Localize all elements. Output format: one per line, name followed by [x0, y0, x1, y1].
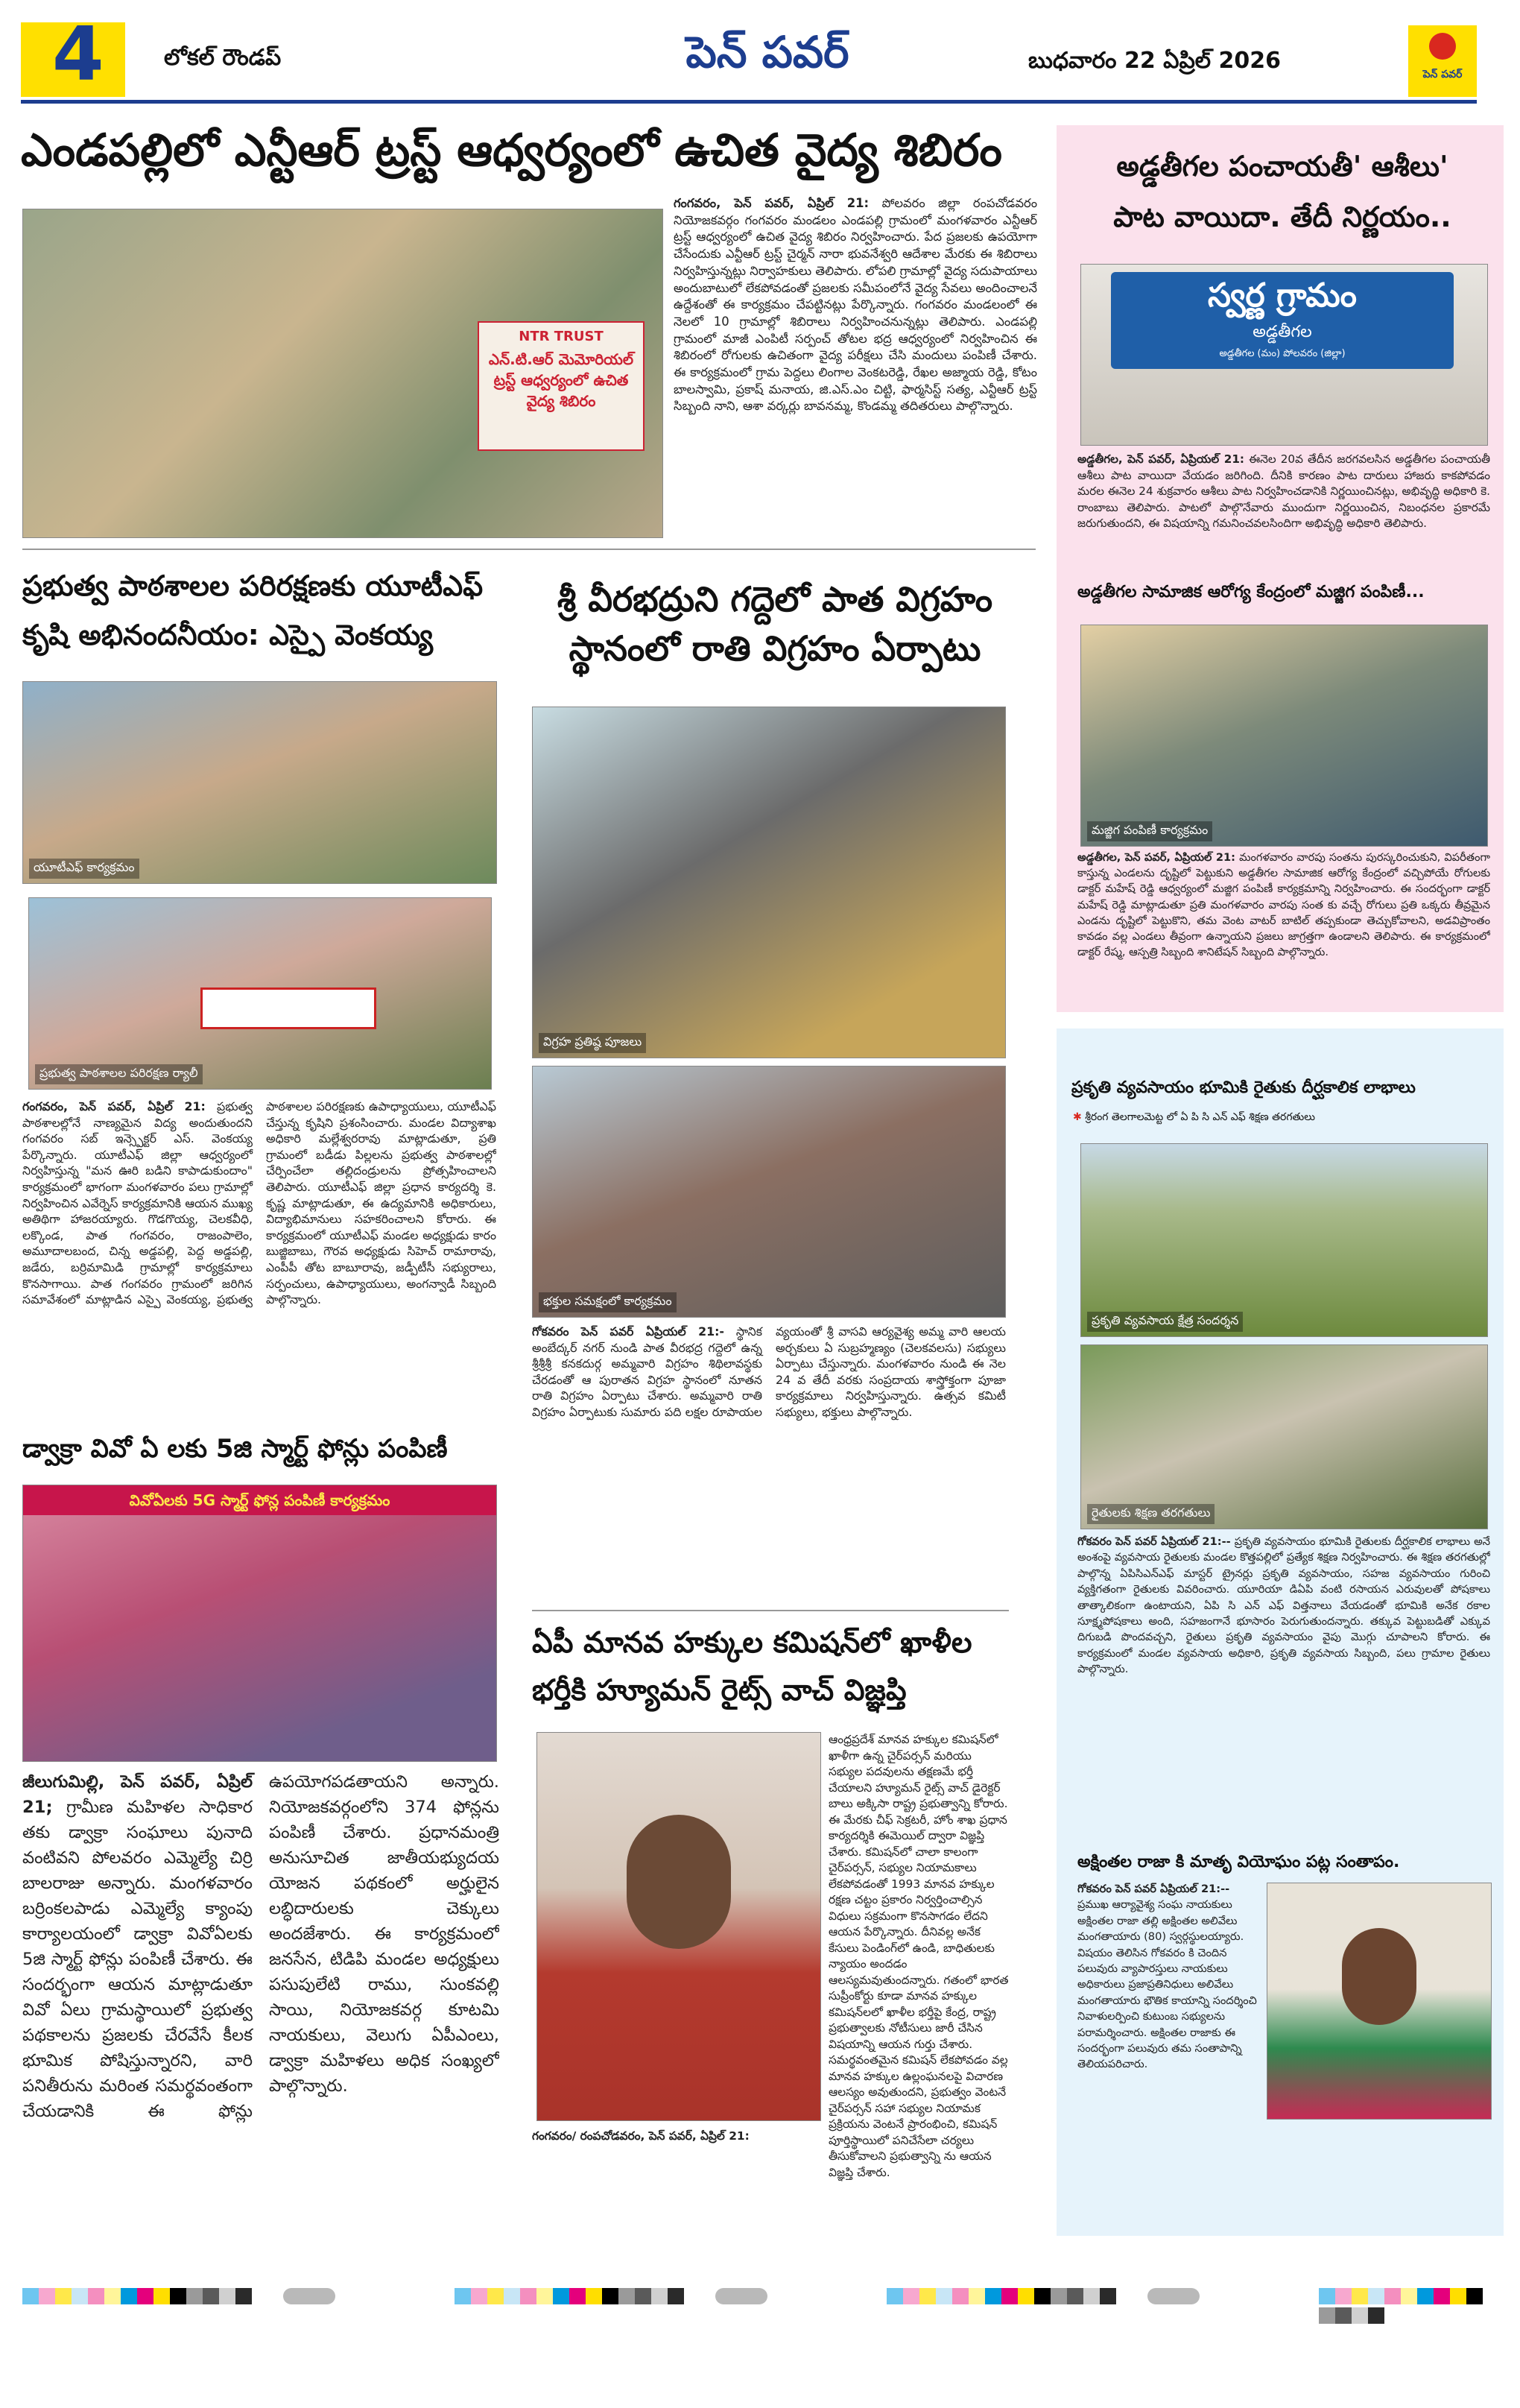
logo-emblem-icon: [1429, 33, 1456, 60]
color-swatch: [586, 2288, 602, 2304]
story4-text: గ్రామీణ మహిళల సాధికార తకు డ్వాక్రా సంఘాలు పునాది వంటివని పోలవరం ఎమ్మెల్యే చిర్రి బాలరాజు అన్నారు. మంగళవారం బర్రింకలపాడు ఎమ్మెల్యే క్యాంపు కార్యాలయంలో డ్వాక్రా వివోఏలకు 5జి స్మార్ట్ ఫోన్లు పంపిణీ చేశారు. ఈ సందర్భంగా ఆయన మాట్లాడుతూ వివో ఏలు గ్రామస్థాయిలో ప్రభుత్వ పథకాలను ప్రజలకు చేరవేసే కీలక భూమిక పోషిస్తున్నారని, వారి పనితీరును మరింత సమర్థవంతంగా చేయడానికి ఈ ఫోన్లు ఉపయోగపడతాయని అన్నారు. నియోజకవర్గంలోని 374 ఫోన్లను పంపిణీ చేశారు. ప్రధానమంత్రి అనుసూచిత జాతీయభ్యుదయ యోజన పథకంలో అర్హులైన లబ్ధిదారులకు చెక్కులు అందజేశారు. ఈ కార్యక్రమంలో జనసేన, టిడిపి మండల అధ్యక్షులు పసుపులేటి రాము, సుంకవల్లి సాయి, నియోజకవర్గ కూటమి నాయకులు, వెలుగు ఏపీఎంలు, డ్వాక్రా మహిళలు అధిక సంఖ్యలో పాల్గొన్నారు.: [22, 1772, 499, 2121]
color-swatch: [219, 2288, 235, 2304]
color-swatch: [1352, 2307, 1368, 2324]
story5-dateline: గంగవరం/ రంపచోడవరం, పెన్ పవర్, ఏప్రిల్ 21:: [532, 2129, 750, 2143]
color-bar-3: [887, 2288, 1116, 2307]
story6-text: ఈనెల 20వ తేదీన జరగవలసిన అడ్డతీగల పంచాయతీ ఆశీలు పాట వాయిదా వేయడం జరిగింది. దీనికి కారణం పాట దారులు హాజరు కాకపోవడం మరల ఈనెల 24 శుక్రవారం ఆశీలు పాట నిర్వహించడానికి నిర్ణయించినట్లు, అభివృద్ధి అధికారి కె. రాంబాబు తెలిపారు. పాటలో పాల్గొనేవారు ముందుగా నిర్ణయించిన, నిబంధనల ప్రకారమే జరుగుతుందని, ఈ విషయాన్ని గమనించవలసిందిగా అభివృద్ధి అధికారి తెలిపారు.: [1077, 452, 1490, 531]
story9-portrait-face: [1342, 1928, 1416, 2025]
color-swatch: [186, 2288, 203, 2304]
color-swatch: [553, 2288, 569, 2304]
color-swatch: [1018, 2288, 1034, 2304]
story1-headline: ఎండపల్లిలో ఎన్టీఆర్ ట్రస్ట్ ఆధ్వర్యంలో ఉచిత వైద్య శిబిరం: [21, 124, 1002, 177]
story7-photo-caption: మజ్జిగ పంపిణీ కార్యక్రమం: [1087, 821, 1212, 841]
color-swatch: [1450, 2288, 1466, 2304]
color-swatch: [903, 2288, 919, 2304]
story3-headline-line2: స్థానంలో రాతి విగ్రహం ఏర్పాటు: [569, 628, 981, 669]
story8-photo-1: [1080, 1143, 1488, 1337]
color-swatch: [520, 2288, 536, 2304]
color-swatch: [887, 2288, 903, 2304]
story6-photo: [1080, 264, 1488, 446]
color-swatch: [203, 2288, 219, 2304]
story1-text: పోలవరం జిల్లా రంపచోడవరం నియోజకవర్గం గంగవరం మండలం ఎండపల్లి గ్రామంలో మంగళవారం ఎన్టీఆర్ ట్రస్ట్ ఆధ్వర్యంలో ఉచిత వైద్య శిబిరం నిర్వహించారు. పేద ప్రజలకు ఉపయోగా చేసేందుకు ఎన్టీఆర్ ట్రస్ట్ చైర్మన్ నారా భువనేశ్వరి ఆదేశాల మేరకు ఈ శిబిరాలు నిర్వహిస్తున్నట్లు నిర్వాహకులు తెలిపారు. లోపలి గ్రామాల్లో వైద్య సదుపాయాలు అందుబాటులో లేకపోవడంతో ప్రజలకు సమీపంలోనే వైద్య సేవలు అందించాలనే ఉద్దేశంతో ఈ కార్యక్రమం చేపట్టినట్లు పేర్కొన్నారు. గంగవరం మండలంలో ఈ నెలలో 10 గ్రామాల్లో శిబిరాలు నిర్వహించనున్నట్లు తెలిపారు. ఎండపల్లి గ్రామంలో మాజీ ఎంపిటీ సర్పంచ్ తోటల భద్ర ఆధ్వర్యంలో నిర్వహించిన ఈ శిబిరంలో రోగులకు ఉచితంగా వైద్య పరీక్షలు చేసి మందులు పంపిణీ చేశారు. ఈ కార్యక్రమంలో గ్రామ పెద్దలు లింగాల వెంకటరెడ్డి, రేఖల అజ్మాయ రెడ్డి, కోటం బాలస్వామి, ప్రకాష్ మనాయ, జి.ఎస్.ఎం చిట్టి, ఫార్మసిస్ట్ సత్య, ఎన్టీఆర్ ట్రస్ట్ సిబ్బంది నాని, ఆశా వర్కర్లు బావనమ్మ, కొండమ్మ తదితరులు పాల్గొన్నారు.: [674, 196, 1037, 414]
story1-body: [674, 195, 1037, 523]
story9-portrait: [1267, 1883, 1492, 2120]
story3-photo-1: [532, 707, 1006, 1058]
color-swatch: [1319, 2288, 1335, 2304]
registration-marks: [22, 2288, 1498, 2310]
color-swatch: [952, 2288, 969, 2304]
story8-subhead-text: శ్రీరంగ తెలగాలమెట్ట లో ఏ పి సి ఎన్ ఎఫ్ శిక్షణ తరగతులు: [1085, 1111, 1316, 1123]
story4-dateline: జీలుగుమిల్లి, పెన్ పవర్, ఏప్రిల్ 21;: [22, 1772, 253, 1817]
ntr-trust-brand: NTR TRUST: [519, 329, 604, 344]
story7-body: [1077, 850, 1490, 1009]
story2-dateline: గంగవరం, పెన్ పవర్, ఏప్రిల్ 21:: [22, 1099, 206, 1113]
story5-headline-line1: ఏపీ మానవ హక్కుల కమిషన్‌లో ఖాళీల: [532, 1626, 972, 1660]
story6-headline-line2: పాట వాయిదా. తేదీ నిర్ణయం..: [1113, 200, 1451, 233]
color-swatch: [602, 2288, 618, 2304]
story3-body: [532, 1324, 1006, 1607]
color-swatch: [651, 2288, 668, 2304]
color-swatch: [569, 2288, 586, 2304]
story1-photo: [22, 209, 663, 538]
color-swatch: [487, 2288, 504, 2304]
color-swatch: [504, 2288, 520, 2304]
sign-line: అడ్డతీగల (మం) పోలవరం (జిల్లా): [1219, 348, 1346, 359]
story3-photo-2-caption: భక్తుల సమక్షంలో కార్యక్రమం: [539, 1292, 677, 1312]
logo: [1408, 25, 1477, 97]
gray-pill-2: [715, 2288, 767, 2307]
story2-headline-line2: కృషి అభినందనీయం: ఎస్పై వెంకయ్య: [22, 619, 434, 651]
color-swatch: [455, 2288, 471, 2304]
story5-body-right: [829, 1732, 1009, 2202]
story9-text: ప్రముఖ ఆర్యావైశ్య సంఘ నాయకులు అక్షింతల రాజా తల్లి అక్షింతల అలివేలు మంగతాయారు (80) స్వర్గస్థులయ్యారు. విషయం తెలిసిన గోకవరం కి చెందిన పలువురు వ్యాపారస్తులు నాయకులు అధికారులు ప్రజాప్రతినిధులు అలివేలు మంగతాయారు భౌతిక కాయాన్ని సందర్శించి నివాళులర్పించి కుటుంబ సభ్యులను పరామర్శించారు. అక్షింతల రాజాకు ఈ సందర్భంగా పలువురు తమ సంతాపాన్ని తెలియపరిచారు.: [1077, 1898, 1257, 2071]
issue-date: బుధవారం 22 ఏప్రిల్ 2026: [1028, 48, 1282, 74]
story6-headline-line1: అడ్డతీగల పంచాయతీ' ఆశీలు': [1116, 150, 1448, 183]
color-swatch: [170, 2288, 186, 2304]
color-swatch: [1335, 2288, 1352, 2304]
story7-photo: [1080, 625, 1488, 847]
color-swatch: [471, 2288, 487, 2304]
color-swatch: [969, 2288, 985, 2304]
logo-text: పెన్ పవర్: [1422, 69, 1463, 80]
story8-subhead: [1073, 1109, 1490, 1125]
story2-photo-2: [28, 897, 492, 1090]
color-swatch: [1067, 2288, 1083, 2304]
color-swatch: [1319, 2307, 1335, 2324]
story3-dateline: గోకవరం పెన్ పవర్ ఏప్రియల్ 21:-: [532, 1324, 724, 1339]
story8-headline: ప్రకృతి వ్యవసాయం భూమికి రైతుకు దీర్ఘకాలిక లాభాలు: [1071, 1078, 1416, 1097]
color-swatch: [1034, 2288, 1051, 2304]
story5-portrait: [536, 1732, 821, 2121]
story2-photo-2-caption: ప్రభుత్వ పాఠశాలల పరిరక్షణ ర్యాలీ: [35, 1064, 203, 1084]
story5-headline-line2: భర్తీకి హ్యూమన్ రైట్స్ వాచ్ విజ్ఞప్తి: [532, 1674, 907, 1707]
page-number: 4: [52, 10, 104, 98]
color-swatch: [55, 2288, 72, 2304]
color-swatch: [1051, 2288, 1067, 2304]
story1-divider: [22, 549, 1036, 550]
color-swatch: [1100, 2288, 1116, 2304]
color-swatch: [618, 2288, 635, 2304]
color-swatch: [1401, 2288, 1417, 2304]
story3-photo-2: [532, 1066, 1006, 1318]
color-swatch: [919, 2288, 936, 2304]
color-swatch: [668, 2288, 684, 2304]
color-swatch: [1384, 2288, 1401, 2304]
color-swatch: [1352, 2288, 1368, 2304]
story4-body: [22, 1769, 499, 2209]
story3-photo-1-caption: విగ్రహ ప్రతిష్ఠ పూజలు: [539, 1033, 646, 1053]
color-swatch: [1417, 2288, 1434, 2304]
color-swatch: [1335, 2307, 1352, 2324]
story8-photo-1-caption: ప్రకృతి వ్యవసాయ క్షేత్ర సందర్శన: [1087, 1312, 1243, 1332]
story5-text: ఆంధ్రప్రదేశ్ మానవ హక్కుల కమిషన్‌లో ఖాళీగా ఉన్న చైర్‌పర్సన్ మరియు సభ్యుల పదవులను తక్షణమే భర్తీ చేయాలని హ్యూమన్ రైట్స్ వాచ్ డైరెక్టర్ బాలు అక్కిసా రాష్ట్ర ప్రభుత్వాన్ని కోరారు. ఈ మేరకు చీఫ్ సెక్రటరీ, హోం శాఖ ప్రధాన కార్యదర్శికి ఈమెయిల్ ద్వారా విజ్ఞప్తి చేశారు. కమిషన్‌లో చాలా కాలంగా చైర్‌పర్సన్, సభ్యుల నియామకాలు లేకపోవడంతో 1993 మానవ హక్కుల రక్షణ చట్టం ప్రకారం నిర్వర్తించాల్సిన విధులు సక్రమంగా కొనసాగడం లేదని ఆయన పేర్కొన్నారు. దీనివల్ల అనేక కేసులు పెండింగ్‌లో ఉండి, బాధితులకు న్యాయం అందడం ఆలస్యమవుతుందన్నారు. గతంలో భారత సుప్రీంకోర్టు కూడా మానవ హక్కుల కమిషన్‌లలో ఖాళీల భర్తీపై కేంద్ర, రాష్ట్ర ప్రభుత్వాలకు నోటీసులు జారీ చేసిన విషయాన్ని ఆయన గుర్తు చేశారు. సమర్థవంతమైన కమిషన్ లేకపోవడం వల్ల మానవ హక్కుల ఉల్లంఘనలపై విచారణ ఆలస్యం అవుతుందని, ప్రభుత్వం వెంటనే చైర్‌పర్సన్ సహా సభ్యుల నియామక ప్రక్రియను వెంటనే ప్రారంభించి, కమిషన్ పూర్తిస్థాయిలో పనిచేసేలా చర్యలు తీసుకోవాలని ప్రభుత్వాన్ని ను ఆయన విజ్ఞప్తి చేశారు.: [829, 1733, 1009, 2179]
star-icon: ✱: [1073, 1111, 1082, 1123]
color-bar-2: [455, 2288, 684, 2307]
color-swatch: [104, 2288, 121, 2304]
color-bar-1: [22, 2288, 252, 2307]
sign-title: స్వర్ణ గ్రామం: [1208, 276, 1357, 315]
color-swatch: [72, 2288, 88, 2304]
color-swatch: [153, 2288, 170, 2304]
story3-headline-line1: శ్రీ వీరభద్రుని గద్దెలో పాత విగ్రహం: [557, 579, 993, 619]
story4-headline: డ్వాక్రా వివో ఏ లకు 5జి స్మార్ట్ ఫోన్లు పంపిణీ: [22, 1434, 448, 1464]
story2-text: ప్రభుత్వ పాఠశాలల్లోనే నాణ్యమైన విద్య అందుతుందని గంగవరం సబ్ ఇన్స్పెక్టర్ ఎస్. వెంకయ్య పేర్కొన్నారు. యూటీఎఫ్ జిల్లా ఆధ్వర్యంలో నిర్వహిస్తున్న "మన ఊరి బడిని కాపాడుకుందాం" కార్యక్రమంలో భాగంగా మంగళవారం పలు గ్రామాల్లో నిర్వహించిన ఎవేర్నెస్ కార్యక్రమానికి ఆయన ముఖ్య అతిథిగా హాజరయ్యారు. గొడగొయ్య, చెలకవీధి, లక్కొండ, పాత గంగవరం, రాజంపాలెం, అమూదాలబంద, చిన్న అడ్డపల్లి, పెద్ద అడ్డపల్లి, జడేరు, బర్రిమామిడి గ్రామాల్లో కార్యక్రమాలు కొనసాగాయి. పాత గంగవరం గ్రామంలో జరిగిన సమావేశంలో మాట్లాడిన ఎస్పై వెంకయ్య, ప్రభుత్వ పాఠశాలల పరిరక్షణకు ఉపాధ్యాయులు, యూటీఎఫ్ చేస్తున్న కృషిని ప్రశంసించారు. మండల విద్యాశాఖ అధికారి మల్లేశ్వరరావు మాట్లాడుతూ, ప్రతి గ్రామంలో బడీడు పిల్లలను ప్రభుత్వ పాఠశాలల్లో చేర్పించేలా తల్లిదండ్రులను ప్రోత్సహించాలని తెలిపారు. యూటీఎఫ్ జిల్లా ప్రధాన కార్యదర్శి కె. కృష్ణ మాట్లాడుతూ, ఈ ఉద్యమానికి అధికారులు, విద్యాభిమానులు సహకరించాలని కోరారు. ఈ కార్యక్రమంలో యూటీఎఫ్ మండల అధ్యక్షుడు కారం బుజ్జిబాబు, గౌరవ అధ్యక్షుడు సిహెచ్ రామారావు, ఎంపీపీ తోట బాబూరావు, జడ్పీటీసీ సభ్యురాలు, సర్పంచులు, ఉపాధ్యాయులు, అంగన్వాడీ సిబ్బంది పాల్గొన్నారు.: [22, 1099, 496, 1307]
story8-body: [1077, 1534, 1490, 1844]
masthead: పెన్ పవర్: [685, 27, 849, 78]
story4-photo: [22, 1485, 497, 1762]
story7-dateline: అడ్డతీగల, పెన్ పవర్, ఏప్రియల్ 21:: [1077, 851, 1235, 864]
story8-dateline: గోకవరం పెన్ పవర్ ఏప్రియల్ 21:--: [1077, 1535, 1231, 1548]
story6-dateline: అడ్డతీగల, పెన్ పవర్, ఏప్రియల్ 21:: [1077, 452, 1244, 466]
story5-body-bottom: [532, 2129, 823, 2203]
gray-pill-1: [283, 2288, 335, 2307]
story2-headline-line1: ప్రభుత్వ పాఠశాలల పరిరక్షణకు యూటీఎఫ్: [22, 569, 484, 602]
story9-dateline: గోకవరం పెన్ పవర్ ఏప్రియల్ 21:--: [1077, 1883, 1230, 1895]
story2-photo-1: [22, 681, 497, 884]
section-label: లోకల్ రౌండప్: [164, 45, 282, 71]
color-swatch: [1434, 2288, 1450, 2304]
story5-portrait-face: [627, 1815, 731, 1949]
header-rule: [21, 100, 1477, 104]
ntr-trust-banner-text: ఎన్.టి.ఆర్ మెమోరియల్ ట్రస్ట్ ఆధ్వర్యంలో ఉచిత వైద్య శిబిరం: [488, 350, 634, 410]
story8-photo-2: [1080, 1344, 1488, 1529]
color-swatch: [985, 2288, 1001, 2304]
story7-text: మంగళవారం వారపు సంతను పురస్కరించుకుని, విపరీతంగా కాస్తున్న ఎండలను దృష్టిలో పెట్టుకుని అడ్డతీగల సామాజిక ఆరోగ్య కేంద్రంలో వచ్చిపోయే రోగులకు డాక్టర్ మహేష్ రెడ్డి ఆధ్వర్యంలో మజ్జిగ పంపిణీ కార్యక్రమాన్ని నిర్వహించారు. ఈ సందర్భంగా డాక్టర్ మహేష్ రెడ్డి మాట్లాడుతూ ప్రతి మంగళవారం వారపు సంత కు వచ్చే రోగులు ప్రతి ఒక్కరు తీవ్రమైన ఎండను దృష్టిలో పెట్టుకొని, తమ వెంట వాటర్ బాటిల్ తప్పకుండా తెచ్చుకోవాలని, అడవిప్రాంతం కావడం వల్ల ఎండలు తీవ్రంగా ఉన్నాయని ప్రజలు జాగ్రత్తగా ఉండాలని తెలిపారు. ఈ కార్యక్రమంలో డాక్టర్ రేష్మ, ఆస్పత్రి సిబ్బంది శానిటేషన్ సిబ్బంది పాల్గొన్నారు.: [1077, 851, 1490, 959]
story5-divider: [532, 1610, 1009, 1611]
color-swatch: [235, 2288, 252, 2304]
ntr-trust-banner: [478, 321, 645, 451]
sign-subtitle: అడ్డతీగల: [1253, 323, 1312, 341]
story7-headline: అడ్డతీగల సామాజిక ఆరోగ్య కేంద్రంలో మజ్జిగ పంపిణీ...: [1077, 583, 1425, 601]
header: [0, 0, 1520, 104]
color-swatch: [22, 2288, 39, 2304]
story9-headline: అక్షింతల రాజా కి మాతృ వియోఘం పట్ల సంతాపం.: [1077, 1853, 1400, 1871]
color-swatch: [1368, 2288, 1384, 2304]
gray-pill-3: [1147, 2288, 1200, 2307]
story3-text: స్థానిక అంబేద్కర్ నగర్ నుండి పాత వీరభద్ర గద్దెలో ఉన్న శ్రీశ్రీశ్రీ కనకదుర్గ అమ్మవారి విగ్రహం శిథిలావస్థకు చేరడంతో ఆ పురాతన విగ్రహ స్థానంలో నూతన రాతి విగ్రహం ఏర్పాటు చేశారు. అమ్మవారి రాతి విగ్రహం ఏర్పాటుకు సుమారు పది లక్షల రూపాయల వ్యయంతో శ్రీ వాసవి ఆర్యవైశ్య అమ్మ వారి ఆలయ అర్చకులు ఏ సుబ్రహ్మణ్యం (చెలకవలసు) సభ్యులు ఏర్పాటు చేస్తున్నారు. మంగళవారం నుండి ఈ నెల 24 వ తేదీ వరకు సంప్రదాయ శాస్త్రోక్తంగా పూజా కార్యక్రమాలు నిర్వహిస్తున్నారు. ఉత్సవ కమిటీ సభ్యులు, భక్తులు పాల్గొన్నారు.: [532, 1324, 1006, 1419]
color-swatch: [137, 2288, 153, 2304]
color-swatch: [1466, 2288, 1483, 2304]
color-swatch: [536, 2288, 553, 2304]
color-swatch: [39, 2288, 55, 2304]
story1-dateline: గంగవరం, పెన్ పవర్, ఏప్రిల్ 21:: [674, 196, 870, 210]
story8-text: ప్రకృతి వ్యవసాయం భూమికి రైతులకు దీర్ఘకాలిక లాభాలు అనే అంశంపై వ్యవసాయ రైతులకు మండల కొత్తపల్లిలో ప్రత్యేక శిక్షణ నిర్వహించారు. ఈ శిక్షణ తరగతుల్లో పాల్గొన్న ఏపిసిఎన్ఎఫ్ మాస్టర్ ట్రైనర్లు ప్రకృతి వ్యవసాయం, సహజ వ్యవసాయం గురించి వ్యక్తిగతంగా రైతులకు వివరించారు. యూరియా డిఏపి వంటి రసాయన ఎరువులతో పోషకాలు తాత్కాలికంగా ఉంటాయని, ఏపి సి ఎన్ ఎఫ్ విత్తనాలు వేయడంతో భూమికి అనేక రకాల సూక్ష్మపోషకాలు అంది, సహజంగానే భూసారం పెరుగుతుందన్నారు. తక్కువ పెట్టుబడితో ఎక్కువ దిగుబడి పొందవచ్చని, రైతులు ప్రకృతి వ్యవసాయం వైపు మొగ్గు చూపాలని కోరారు. ఈ కార్యక్రమంలో మండల వ్యవసాయ అధికారి, ప్రకృతి వ్యవసాయ సిబ్బంది, పలు గ్రామాల రైతులు పాల్గొన్నారు.: [1077, 1535, 1490, 1676]
story2-photo-1-caption: యూటీఎఫ్ కార్యక్రమం: [29, 859, 139, 879]
story2-rally-banner: [200, 987, 376, 1029]
color-swatch: [936, 2288, 952, 2304]
color-swatch: [121, 2288, 137, 2304]
color-bar-4: [1319, 2288, 1498, 2327]
color-swatch: [1001, 2288, 1018, 2304]
story6-body: [1077, 452, 1490, 565]
color-swatch: [635, 2288, 651, 2304]
color-swatch: [1368, 2307, 1384, 2324]
story2-body: [22, 1099, 496, 1412]
color-swatch: [88, 2288, 104, 2304]
swarna-grama-sign: [1111, 272, 1454, 369]
story9-body: [1077, 1881, 1259, 2209]
color-swatch: [1083, 2288, 1100, 2304]
story8-photo-2-caption: రైతులకు శిక్షణ తరగతులు: [1087, 1504, 1215, 1524]
story4-stage-banner: వివోఏలకు 5G స్మార్ట్ ఫోన్ల పంపిణీ కార్యక్రమం: [23, 1485, 496, 1515]
